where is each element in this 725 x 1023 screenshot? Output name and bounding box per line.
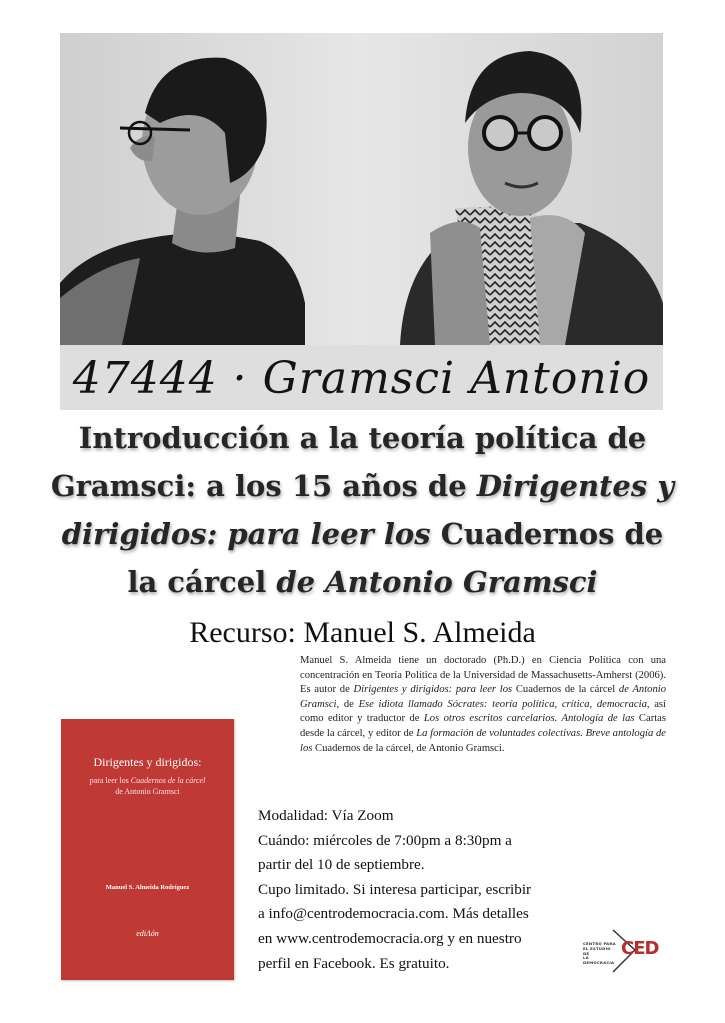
book-subtitle (61, 775, 234, 797)
speaker-bio (300, 654, 666, 756)
title-line-2-italic: Dirigentes y (476, 469, 675, 503)
book-publisher: ediΛón (136, 929, 159, 938)
ced-logo-line-1: CENTRO PARA (583, 941, 616, 946)
detail-start: partir del 10 de septiembre. (258, 856, 425, 874)
detail-when: Cuándo: miércoles de 7:00pm a 8:30pm a (258, 831, 512, 849)
book-subtitle-text: para leer los (89, 776, 131, 785)
ced-logo-line-3: LA DEMOCRACIA (583, 955, 615, 966)
bio-text-4: , así como editor y traductor de (300, 698, 666, 725)
book-cover (61, 719, 234, 980)
title-line-3 (40, 510, 685, 558)
bio-italic-4: Los otros escritos carcelarios. Antología de las (423, 713, 635, 725)
event-title (40, 414, 685, 606)
bio-italic-2: de Antonio Gramsci (300, 684, 666, 710)
detail-email: a info@centrodemocracia.com. Más detalles (258, 905, 529, 923)
title-line-3-italic: dirigidos: para leer los (61, 517, 431, 551)
event-details (258, 804, 568, 976)
bio-text-2: Cuadernos de la cárcel (512, 684, 619, 696)
detail-modality: Modalidad: Vía Zoom (258, 807, 394, 824)
bio-text-5: Cartas desde la cárcel, y editor de (300, 713, 666, 739)
speaker-heading: Recurso: Manuel S. Almeida (189, 616, 536, 649)
title-line-2-text: Gramsci: a los 15 años de (50, 469, 477, 503)
bio-text-1: Manuel S. Almeida tiene un doctorado (Ph.D.) en Ciencia Política con una concentración en Teoría Política de la Universidad de Massachusetts-Amherst (2006). Es autor de (300, 655, 666, 696)
mugshot-caption: 47444 · Gramsci Antonio (72, 353, 651, 404)
book-subtitle-italic: Cuadernos de la cárcel (130, 776, 206, 785)
ced-logo-letters: CED (621, 938, 659, 959)
title-line-4 (40, 558, 685, 606)
book-author: Manuel S. Almeida Rodríguez (105, 884, 190, 891)
ced-logo-line-2: EL ESTUDIO DE (583, 945, 611, 956)
detail-limited: Cupo limitado. Si interesa participar, escribir (258, 880, 532, 898)
book-title: Dirigentes y dirigidos: (93, 755, 202, 769)
ced-logo-text (583, 942, 617, 966)
detail-facebook: perfil en Facebook. Es gratuito. (258, 954, 450, 972)
book-subtitle-line-2: de Antonio Gramsci (115, 787, 180, 796)
bio-text-3: , de (336, 698, 359, 710)
detail-website: en www.centrodemocracia.org y en nuestro (258, 929, 522, 947)
bio-text-6: Cuadernos de la cárcel, de Antonio Gramsci. (312, 742, 505, 754)
gramsci-photo (60, 33, 663, 410)
title-line-4-text: la cárcel (127, 565, 277, 599)
ced-logo (583, 928, 665, 974)
title-line-4-italic: de Antonio Gramsci (276, 565, 598, 599)
title-line-2 (40, 462, 685, 510)
bio-italic-3: Ese idiota llamado Sócrates: teoría política, crítica, democracia (358, 698, 647, 710)
title-line-3-text: Cuadernos de (430, 517, 664, 551)
bio-italic-5: La formación de voluntades colectivas. Breve antología de los (300, 727, 667, 754)
bio-italic-1: Dirigentes y dirigidos: para leer los (353, 684, 513, 696)
title-line-1: Introducción a la teoría política de (78, 421, 647, 455)
